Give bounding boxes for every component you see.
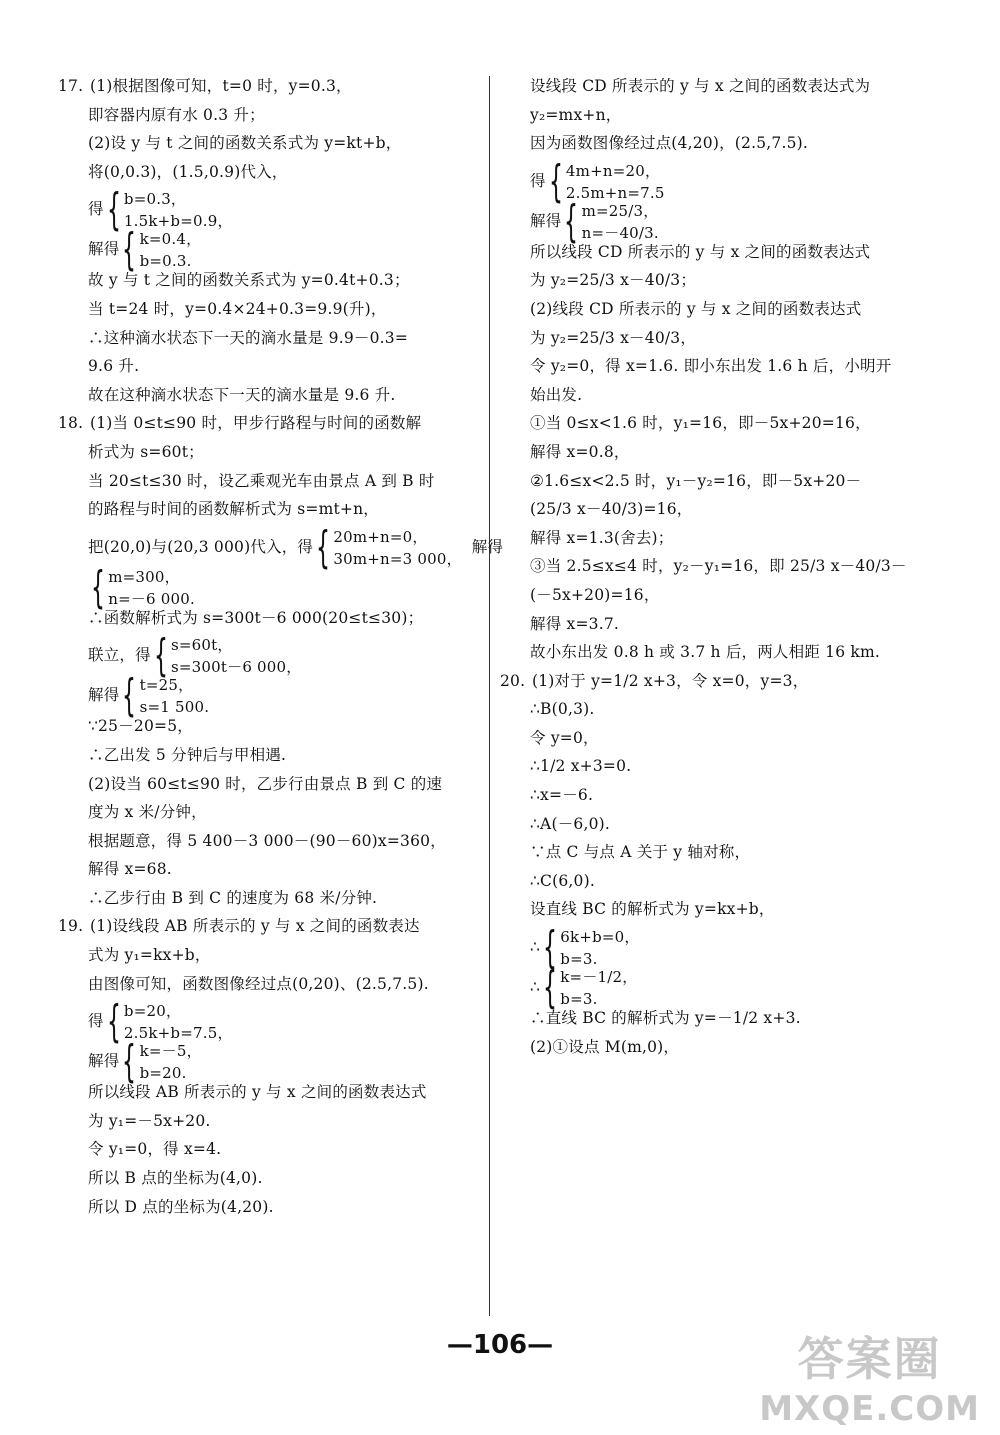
- brace-prefix: ∴: [530, 978, 541, 997]
- right-column: [500, 72, 940, 1061]
- brace-prefix: 解得: [88, 686, 120, 705]
- brace-icon: {: [153, 630, 168, 682]
- brace-icon: {: [564, 195, 579, 247]
- equation-row: b=0.3，: [123, 190, 187, 209]
- line-text: 当 20≤t≤30 时，设乙乘观光车由景点 A 到 B 时: [88, 471, 435, 490]
- line-text: 将(0,0.3)，(1.5,0.9)代入，: [88, 162, 288, 181]
- line-text: (2)线段 CD 所表示的 y 与 x 之间的函数表达式: [530, 299, 862, 318]
- line-text: (1)设线段 AB 所表示的 y 与 x 之间的函数表达: [90, 917, 420, 936]
- brace-icon: {: [106, 996, 121, 1048]
- line-text: ②1.6≤x<2.5 时，y₁－y₂=16，即－5x+20－: [530, 471, 862, 490]
- equation-row: 2.5m+n=7.5: [565, 183, 665, 202]
- line-text: 令 y=0，: [530, 728, 599, 747]
- solution-line: [500, 895, 940, 924]
- line-text: (25/3 x－40/3)=16，: [530, 500, 693, 519]
- solution-line: [58, 1135, 478, 1164]
- equation-row: k=0.4，: [139, 230, 202, 249]
- equation-row: k=－1/2，: [560, 968, 638, 987]
- solution-line: [58, 855, 478, 884]
- equation-row: s=300t－6 000，: [171, 658, 302, 677]
- solution-line: [58, 941, 478, 970]
- line-text: ∴函数解析式为 s=300t－6 000(20≤t≤30)；: [88, 608, 424, 627]
- line-text: 所以线段 AB 所表示的 y 与 x 之间的函数表达式: [88, 1083, 427, 1102]
- line-text: 因为函数图像经过点(4,20)，(2.5,7.5).: [530, 134, 809, 153]
- solution-line: [500, 467, 940, 496]
- solution-line: [500, 438, 940, 467]
- solution-line: [500, 129, 940, 158]
- solution-line: [500, 667, 940, 696]
- solution-line: [500, 781, 940, 810]
- line-text: 解得 x=1.3(舍去)；: [530, 528, 674, 547]
- solution-line: [58, 158, 478, 187]
- line-text: 解得 x=68.: [88, 860, 172, 879]
- line-text: 9.6 升.: [88, 357, 140, 376]
- brace-icon: {: [316, 521, 331, 573]
- solution-line: [500, 524, 940, 553]
- solution-line: [500, 552, 940, 581]
- solution-line: [58, 798, 478, 827]
- line-text: (1)根据图像可知，t=0 时，y=0.3，: [90, 77, 352, 95]
- problem-number: 17.: [58, 77, 84, 95]
- solution-line: [58, 770, 478, 799]
- solution-line: [500, 101, 940, 130]
- solution-line: [58, 970, 478, 999]
- line-text: ①当 0≤x<1.6 时，y₁=16，即－5x+20=16，: [530, 414, 871, 433]
- watermark-top: 答案圈: [797, 1332, 942, 1386]
- solution-line: [500, 581, 940, 610]
- equation-row: t=25，: [139, 676, 194, 695]
- line-text: 设直线 BC 的解析式为 y=kx+b，: [530, 900, 775, 919]
- equation-row: 20m+n=0，: [333, 527, 428, 546]
- line-text: ∵点 C 与点 A 关于 y 轴对称，: [530, 843, 751, 862]
- left-column: [58, 72, 504, 1221]
- brace-icon: {: [543, 922, 558, 974]
- line-text: 令 y₁=0，得 x=4.: [88, 1140, 222, 1159]
- line-text: 始出发.: [530, 385, 583, 404]
- brace-prefix: 把(20,0)与(20,3 000)代入，得: [88, 537, 314, 556]
- equation-row: 4m+n=20，: [565, 161, 661, 180]
- brace-icon: {: [106, 184, 121, 236]
- solution-line: [500, 752, 940, 781]
- equation-row: 6k+b=0，: [560, 928, 640, 947]
- page-number: —106—: [446, 1330, 554, 1360]
- equation-row: 30m+n=3 000，: [333, 549, 462, 568]
- line-text: ∴这种滴水状态下一天的滴水量是 9.9－0.3=: [88, 328, 409, 347]
- solution-line: [500, 922, 940, 974]
- solution-line: [58, 604, 478, 633]
- solution-line: [500, 381, 940, 410]
- column-divider: [489, 76, 490, 1316]
- line-text: 设线段 CD 所表示的 y 与 x 之间的函数表达式为: [530, 77, 871, 95]
- solution-line: [500, 638, 940, 667]
- solution-line: [500, 838, 940, 867]
- solution-line: [58, 409, 478, 438]
- line-text: 的路程与时间的函数解析式为 s=mt+n，: [88, 500, 379, 519]
- brace-icon: {: [122, 670, 137, 722]
- line-text: (2)设 y 与 t 之间的函数关系式为 y=kt+b，: [88, 134, 402, 153]
- solution-line: [500, 195, 940, 247]
- line-text: 度为 x 米/分钟，: [88, 803, 207, 822]
- line-text: 故在这种滴水状态下一天的滴水量是 9.6 升.: [88, 385, 396, 404]
- solution-line: [58, 741, 478, 770]
- line-text: 所以 D 点的坐标为(4,20).: [88, 1197, 274, 1216]
- brace-prefix: 联立，得: [88, 646, 151, 665]
- equation-row: b=20，: [123, 1002, 182, 1021]
- solution-line: [58, 1164, 478, 1193]
- line-text: ∴A(－6,0).: [530, 814, 611, 833]
- solution-line: [58, 129, 478, 158]
- line-text: ∴C(6,0).: [530, 871, 595, 890]
- equation-row: s=1 500.: [139, 698, 210, 717]
- solution-line: [58, 912, 478, 941]
- equation-row: b=20.: [139, 1064, 187, 1083]
- line-text: (1)对于 y=1/2 x+3，令 x=0，y=3，: [532, 671, 809, 690]
- brace-prefix: 解得: [530, 211, 562, 230]
- line-text: 所以 B 点的坐标为(4,0).: [88, 1169, 263, 1188]
- solution-line: [500, 962, 940, 1014]
- solution-line: [58, 1193, 478, 1222]
- problem-number: 20.: [500, 671, 526, 690]
- watermark-logo: [759, 1323, 980, 1429]
- solution-line: [58, 884, 478, 913]
- solution-line: [500, 155, 940, 207]
- solution-line: [500, 72, 940, 101]
- line-text: 由图像可知，函数图像经过点(0,20)、(2.5,7.5).: [88, 974, 429, 993]
- solution-line: [58, 1107, 478, 1136]
- equation-row: s=60t，: [171, 636, 233, 655]
- line-text: 当 t=24 时，y=0.4×24+0.3=9.9(升)，: [88, 299, 387, 318]
- solution-line: [500, 495, 940, 524]
- line-text: (2)设当 60≤t≤90 时，乙步行由景点 B 到 C 的速: [88, 774, 443, 793]
- line-text: ∴乙步行由 B 到 C 的速度为 68 米/分钟.: [88, 888, 378, 907]
- solution-line: [500, 810, 940, 839]
- equation-row: m=300，: [108, 567, 180, 586]
- solution-line: [500, 724, 940, 753]
- problem-number: 19.: [58, 917, 84, 936]
- solution-line: [500, 266, 940, 295]
- line-text: 为 y₂=25/3 x－40/3，: [530, 328, 697, 347]
- watermark-bottom: MXQE.COM: [759, 1389, 980, 1429]
- solution-line: [58, 438, 478, 467]
- solution-line: [58, 996, 478, 1048]
- solution-line: [58, 381, 478, 410]
- line-text: 解得 x=3.7.: [530, 614, 620, 633]
- line-text: (1)当 0≤t≤90 时，甲步行路程与时间的函数解: [90, 414, 422, 433]
- line-text: 根据题意，得 5 400－3 000－(90－60)x=360，: [88, 831, 446, 850]
- solution-line: [500, 352, 940, 381]
- brace-icon: {: [91, 561, 106, 613]
- solution-line: [58, 495, 478, 524]
- equation-row: n=－6 000.: [108, 589, 195, 608]
- line-text: (2)①设点 M(m,0)，: [530, 1037, 680, 1056]
- equation-row: m=25/3，: [581, 201, 659, 220]
- brace-prefix: 解得: [88, 240, 120, 259]
- solution-line: [500, 867, 940, 896]
- solution-line: [500, 1004, 940, 1033]
- line-text: ∴直线 BC 的解析式为 y=－1/2 x+3.: [530, 1009, 801, 1028]
- solution-line: [58, 295, 478, 324]
- solution-line: [500, 695, 940, 724]
- line-text: 析式为 s=60t；: [88, 442, 204, 461]
- solution-line: [58, 324, 478, 353]
- solution-line: [58, 1078, 478, 1107]
- line-text: 即容器内原有水 0.3 升；: [88, 105, 265, 124]
- solution-line: [500, 610, 940, 639]
- equation-row: 2.5k+b=7.5，: [123, 1024, 233, 1043]
- equation-row: b=0.3.: [139, 252, 192, 271]
- line-text: (－5x+20)=16，: [530, 585, 660, 604]
- line-text: 式为 y₁=kx+b，: [88, 946, 211, 965]
- brace-suffix: 解得: [471, 537, 504, 556]
- line-text: 所以线段 CD 所表示的 y 与 x 之间的函数表达式: [530, 242, 871, 261]
- line-text: 为 y₂=25/3 x－40/3；: [530, 271, 697, 290]
- solution-line: [58, 266, 478, 295]
- solution-line: [58, 521, 504, 573]
- equation-system: [313, 521, 462, 573]
- line-text: ③当 2.5≤x≤4 时，y₂－y₁=16，即 25/3 x－40/3－: [530, 557, 907, 576]
- line-text: 令 y₂=0，得 x=1.6. 即小东出发 1.6 h 后，小明开: [530, 357, 892, 376]
- brace-prefix: 解得: [88, 1052, 120, 1071]
- line-text: 故小东出发 0.8 h 或 3.7 h 后，两人相距 16 km.: [530, 643, 881, 662]
- line-text: ∴x=－6.: [530, 786, 594, 805]
- equation-row: b=3.: [560, 990, 598, 1009]
- solution-line: [58, 184, 478, 236]
- line-text: y₂=mx+n，: [530, 105, 622, 124]
- solution-line: [58, 712, 478, 741]
- solution-line: [500, 1033, 940, 1062]
- solution-line: [58, 72, 478, 101]
- brace-icon: {: [548, 155, 563, 207]
- line-text: 为 y₁=－5x+20.: [88, 1111, 211, 1130]
- line-text: ∴1/2 x+3=0.: [530, 757, 632, 776]
- brace-icon: {: [543, 962, 558, 1014]
- solution-line: [58, 467, 478, 496]
- brace-prefix: 得: [530, 171, 546, 190]
- line-text: ∴B(0,3).: [530, 700, 595, 719]
- equation-row: 1.5k+b=0.9，: [123, 212, 233, 231]
- brace-icon: {: [122, 224, 137, 276]
- equation-row: n=－40/3.: [581, 223, 659, 242]
- brace-icon: {: [122, 1036, 137, 1088]
- solution-line: [58, 827, 478, 856]
- line-text: 故 y 与 t 之间的函数关系式为 y=0.4t+0.3；: [88, 271, 410, 290]
- line-text: ∴乙出发 5 分钟后与甲相遇.: [88, 745, 287, 764]
- solution-line: [58, 352, 478, 381]
- solution-line: [58, 630, 478, 682]
- problem-number: 18.: [58, 414, 84, 433]
- brace-prefix: ∴: [530, 938, 541, 957]
- line-text: 解得 x=0.8，: [530, 442, 630, 461]
- solution-line: [500, 409, 940, 438]
- equation-row: b=3.: [560, 950, 598, 969]
- brace-prefix: 得: [88, 1012, 104, 1031]
- brace-prefix: 得: [88, 200, 104, 219]
- equation-row: k=－5，: [139, 1042, 202, 1061]
- solution-line: [500, 295, 940, 324]
- solution-line: [58, 101, 478, 130]
- solution-line: [500, 324, 940, 353]
- line-text: ∵25－20=5，: [88, 717, 193, 736]
